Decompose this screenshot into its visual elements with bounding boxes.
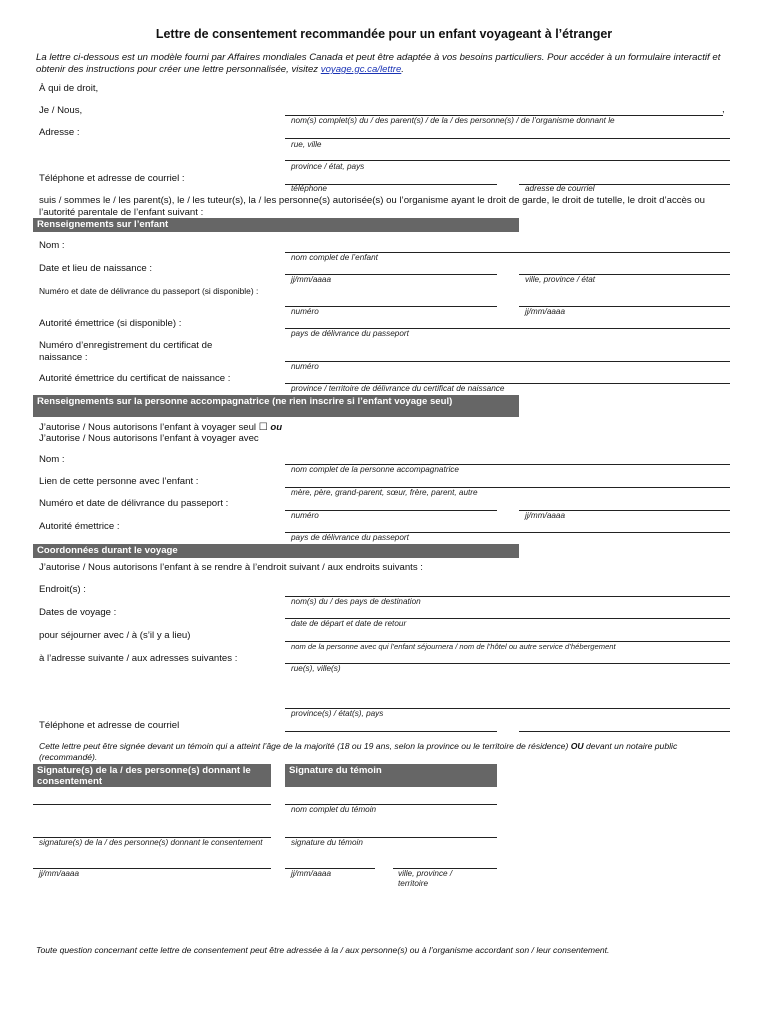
hint-companion-pays: pays de délivrance du passeport bbox=[291, 533, 409, 542]
child-autorite-cert-label: Autorité émettrice du certificat de naissance : bbox=[39, 373, 231, 384]
sig-parents-blank-line[interactable] bbox=[33, 804, 271, 805]
section-header-signature-parents: Signature(s) de la / des personne(s) donnant le consentement bbox=[33, 764, 271, 787]
hint-date-temoin: jj/mm/aaaa bbox=[291, 869, 332, 878]
travel-adresse-label: à l’adresse suivante / aux adresses suivantes : bbox=[39, 653, 238, 664]
signature-note-ou: OU bbox=[570, 741, 584, 751]
telephone-courriel-label: Téléphone et adresse de courriel : bbox=[39, 173, 185, 184]
travel-rue-line[interactable] bbox=[285, 663, 730, 664]
section-header-signature-temoin: Signature du témoin bbox=[285, 764, 497, 787]
hint-telephone: téléphone bbox=[291, 184, 327, 193]
intro-end: . bbox=[401, 64, 404, 75]
intro-link[interactable]: voyage.gc.ca/lettre bbox=[320, 64, 402, 75]
hint-nom-temoin: nom complet du témoin bbox=[291, 805, 377, 814]
child-nom-label: Nom : bbox=[39, 240, 65, 251]
travel-statement: J’autorise / Nous autorisons l’enfant à se rendre à l’endroit suivant / aux endroits suivants : bbox=[39, 562, 423, 573]
hint-courriel: adresse de courriel bbox=[525, 184, 595, 193]
hint-companion-nom: nom complet de la personne accompagnatrice bbox=[291, 465, 459, 474]
hint-child-numero: numéro bbox=[291, 307, 319, 316]
hint-companion-lien: mère, père, grand-parent, sœur, frère, parent, autre bbox=[291, 488, 478, 497]
province-line[interactable] bbox=[285, 160, 730, 161]
child-certificat-label: Numéro d’enregistrement du certificat de naissance : bbox=[39, 340, 213, 363]
hint-travel-hote: nom de la personne avec qui l’enfant séjournera / nom de l’hôtel ou autre service d’hébergement bbox=[291, 642, 616, 651]
companion-autorite-label: Autorité émettrice : bbox=[39, 521, 120, 532]
child-autorite-label: Autorité émettrice (si disponible) : bbox=[39, 318, 182, 329]
travel-endroits-label: Endroit(s) : bbox=[39, 584, 86, 595]
alone-checkbox[interactable]: ☐ bbox=[258, 422, 268, 433]
child-certificat-line[interactable] bbox=[285, 361, 730, 362]
hint-sig-temoin: signature du témoin bbox=[291, 838, 363, 847]
hint-child-date2: jj/mm/aaaa bbox=[525, 307, 566, 316]
companion-lien-label: Lien de cette personne avec l’enfant : bbox=[39, 476, 199, 487]
hint-travel-rue: rue(s), ville(s) bbox=[291, 664, 341, 673]
section-header-companion: Renseignements sur la personne accompagnatrice (ne rien inscrire si l’enfant voyage seul) bbox=[33, 395, 519, 417]
hint-rue-ville: rue, ville bbox=[291, 140, 322, 149]
rue-line[interactable] bbox=[285, 138, 730, 139]
travel-telephone-label: Téléphone et adresse de courriel bbox=[39, 720, 180, 731]
hint-travel-province: province(s) / état(s), pays bbox=[291, 709, 384, 718]
hint-child-date: jj/mm/aaaa bbox=[291, 275, 332, 284]
travel-dates-label: Dates de voyage : bbox=[39, 607, 117, 618]
hint-child-pays: pays de délivrance du passeport bbox=[291, 329, 409, 338]
hint-parent-names: nom(s) complet(s) du / des parent(s) / de la / des personne(s) / de l’organisme donnant le bbox=[291, 116, 615, 125]
intro-text: La lettre ci-dessous est un modèle fourni par Affaires mondiales Canada et peut être adaptée à vos besoins particuliers. Pour accéder à un formulaire interactif et obtenir des instructions pour créer une lettre personnalisée, visitez bbox=[36, 52, 721, 75]
section-header-travel: Coordonnées durant le voyage bbox=[33, 544, 519, 558]
travel-telephone-line[interactable] bbox=[285, 731, 497, 732]
option-with-label: J’autorise / Nous autorisons l’enfant à voyager avec bbox=[39, 433, 259, 444]
section-header-child: Renseignements sur l’enfant bbox=[33, 218, 519, 232]
je-nous-label: Je / Nous, bbox=[39, 105, 83, 116]
signature-note-a: Cette lettre peut être signée devant un témoin qui a atteint l’âge de la majorité (18 ou 19 ans, selon la province ou le territoire de résidence) bbox=[39, 741, 571, 751]
signature-note-b: devant un notaire public (recommandé). bbox=[39, 741, 678, 762]
companion-passeport-label: Numéro et date de délivrance du passeport : bbox=[39, 498, 229, 509]
hint-child-province-cert: province / territoire de délivrance du certificat de naissance bbox=[291, 384, 505, 393]
hint-sig-parents: signature(s) de la / des personne(s) donnant le consentement bbox=[39, 838, 263, 847]
page-title: Lettre de consentement recommandée pour un enfant voyageant à l’étranger bbox=[155, 27, 613, 41]
companion-options bbox=[39, 422, 282, 433]
child-passeport-label: Numéro et date de délivrance du passeport (si disponible) : bbox=[39, 286, 259, 296]
hint-lieu-temoin: ville, province / territoire bbox=[398, 869, 453, 888]
hint-child-numero2: numéro bbox=[291, 362, 319, 371]
hint-date-parents: jj/mm/aaaa bbox=[39, 869, 80, 878]
travel-sejourner-label: pour séjourner avec / à (s’il y a lieu) bbox=[39, 630, 191, 641]
hint-child-nom: nom complet de l’enfant bbox=[291, 253, 378, 262]
hint-companion-numero: numéro bbox=[291, 511, 319, 520]
hint-province-pays: province / état, pays bbox=[291, 162, 365, 171]
custody-statement: suis / sommes le / les parent(s), le / les tuteur(s), la / les personne(s) autorisée(s) ou l’organisme ayant le droit de garde, le droit de tutelle, le droit d’accès ou l’autorité parentale de l’enfant suivant : bbox=[39, 195, 706, 218]
signature-note bbox=[39, 741, 729, 762]
names-comma: , bbox=[722, 104, 725, 115]
footer-note: Toute question concernant cette lettre de consentement peut être adressée à la / aux personne(s) ou à l’organisme accordant son / leur consentement. bbox=[36, 945, 610, 955]
hint-travel-pays: nom(s) du / des pays de destination bbox=[291, 597, 421, 606]
hint-child-lieu: ville, province / état bbox=[525, 275, 596, 284]
option-alone-label: J’autorise / Nous autorisons l’enfant à voyager seul bbox=[39, 422, 257, 433]
hint-companion-date: jj/mm/aaaa bbox=[525, 511, 566, 520]
hint-travel-dates: date de départ et date de retour bbox=[291, 619, 407, 628]
intro-paragraph bbox=[36, 52, 726, 76]
child-naissance-label: Date et lieu de naissance : bbox=[39, 263, 153, 274]
travel-courriel-line[interactable] bbox=[519, 731, 730, 732]
salutation: À qui de droit, bbox=[39, 83, 99, 94]
adresse-label: Adresse : bbox=[39, 127, 80, 138]
companion-nom-label: Nom : bbox=[39, 454, 65, 465]
ou-label: ou bbox=[270, 422, 283, 433]
